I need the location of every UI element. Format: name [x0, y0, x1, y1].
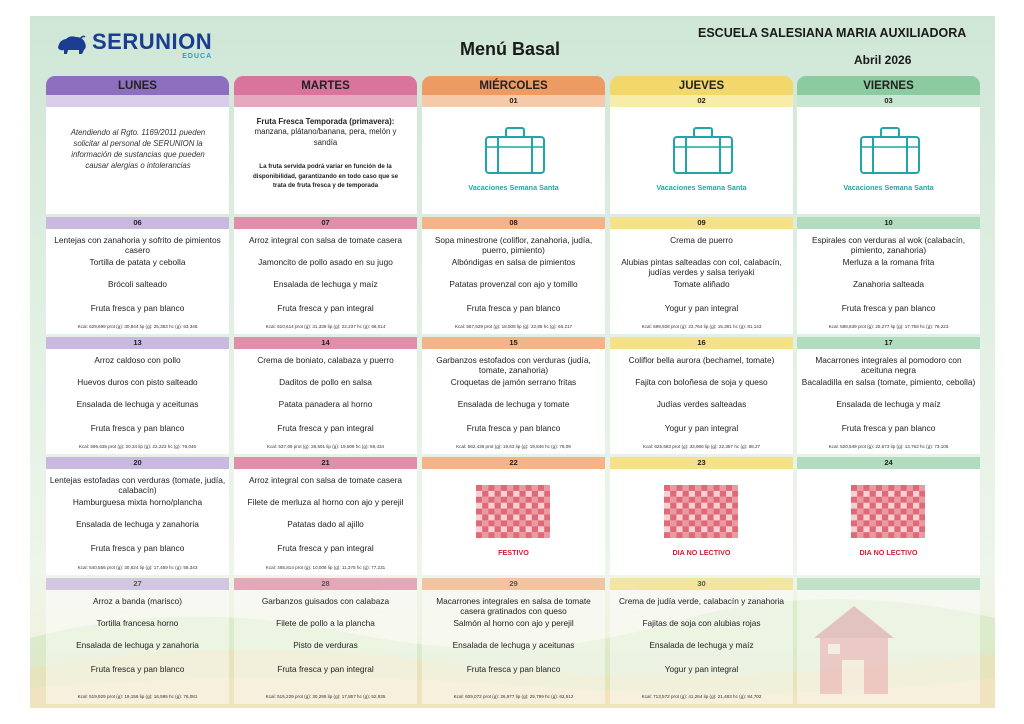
menu-dish: Zanahoria salteada [852, 279, 925, 289]
day-cell [234, 469, 417, 575]
day-cell [610, 349, 793, 454]
nutrition-info: Kcal: 629,699 prot (g): 30,844 lip (g): 25,383 hc (g): 63,346 [77, 324, 198, 329]
tablecloth-icon [664, 485, 738, 538]
nutrition-info: Kcal: 465,814 prot (g): 10,006 lip (g): 11,375 hc (g): 77,231 [265, 565, 386, 570]
day-cell [46, 469, 229, 575]
day-number: 15 [422, 337, 605, 349]
day-number: 21 [234, 457, 417, 469]
menu-dish: Fruta fresca y pan blanco [466, 664, 561, 674]
menu-dish: Albóndigas en salsa de pimientos [451, 257, 576, 267]
menu-dish: Coliflor bella aurora (bechamel, tomate) [628, 355, 775, 365]
menu-dish: Ensalada de lechuga y zanahoria [76, 640, 199, 650]
fruit-season-list: manzana, plátano/banana, pera, melón y sandía [254, 127, 397, 147]
nutrition-info: Kcal: 537,69 prot (g): 26,591 lip (g): 19,509 hc (g): 59,434 [266, 444, 385, 449]
allergen-note: Atendiendo al Rgto. 1169/2011 pueden solicitar al personal de SERUNION la información de sustancias que pueden causar alergias o intolerancias [70, 128, 206, 170]
menu-dish: Fruta fresca y pan blanco [466, 303, 561, 313]
menu-dish: Fruta fresca y pan blanco [90, 664, 185, 674]
menu-dish: Garbanzos estofados con verduras (judía, tomate, zanahoria) [436, 355, 591, 375]
day-number: 07 [234, 217, 417, 229]
holiday-label: DIA NO LECTIVO [672, 548, 731, 557]
day-cell [610, 590, 793, 704]
menu-dish: Fruta fresca y pan integral [277, 543, 374, 553]
nutrition-info: Kcal: 596,635 prot (g): 20,34 lip (g): 22,223 hc (g): 76,046 [78, 444, 197, 449]
day-cell [234, 349, 417, 454]
day-number: 22 [422, 457, 605, 469]
day-number: 30 [610, 578, 793, 590]
day-header-miercoles: MIÉRCOLES [422, 76, 605, 95]
menu-dish: Salmón al horno con ajo y perejil [453, 618, 574, 628]
menu-dish: Tortilla de patata y cebolla [89, 257, 186, 267]
day-number: 24 [797, 457, 980, 469]
menu-dish: Ensalada de lechuga y maíz [649, 640, 754, 650]
menu-dish: Arroz integral con salsa de tomate casera [248, 475, 403, 485]
day-cell [797, 107, 980, 214]
day-number: 20 [46, 457, 229, 469]
holiday-label: FESTIVO [498, 548, 529, 557]
day-cell [797, 229, 980, 334]
day-number: 17 [797, 337, 980, 349]
day-number: 02 [610, 95, 793, 107]
menu-dish: Garbanzos guisados con calabaza [261, 596, 390, 606]
day-number: 10 [797, 217, 980, 229]
day-number [46, 95, 229, 107]
menu-dish: Patata panadera al horno [278, 399, 373, 409]
day-cell [610, 469, 793, 575]
menu-dish: Pisto de verduras [293, 640, 358, 650]
menu-dish: Fruta fresca y pan blanco [90, 543, 185, 553]
day-cell [46, 349, 229, 454]
fruit-season-title: Fruta Fresca Temporada (primavera): [256, 117, 395, 126]
serunion-logo [56, 31, 212, 61]
day-number: 03 [797, 95, 980, 107]
menu-dish: Macarrones integrales en salsa de tomate casera gratinados con queso [436, 596, 591, 616]
menu-dish: Fruta fresca y pan integral [277, 423, 374, 433]
menu-dish: Fruta fresca y pan blanco [90, 303, 185, 313]
menu-dish: Arroz a banda (marisco) [93, 596, 182, 606]
nutrition-info: Kcal: 588,839 prot (g): 25,277 lip (g): 17,768 hc (g): 78,223 [828, 324, 949, 329]
menu-dish: Crema de boniato, calabaza y puerro [257, 355, 394, 365]
tablecloth-icon [476, 485, 550, 538]
day-cell [797, 469, 980, 575]
day-header-martes: MARTES [234, 76, 417, 95]
menu-dish: Crema de puerro [670, 235, 733, 245]
menu-dish: Lentejas con zanahoria y sofrito de pimientos casero [54, 235, 221, 255]
day-number: 06 [46, 217, 229, 229]
day-cell [797, 349, 980, 454]
nutrition-info: Kcal: 625,683 prot (g): 33,966 lip (g): 22,367 hc (g): 68,27 [642, 444, 761, 449]
day-cell [422, 349, 605, 454]
menu-dish: Yogur y pan integral [664, 303, 739, 313]
menu-dish: Fruta fresca y pan integral [277, 303, 374, 313]
menu-dish: Fajitas de soja con alubias rojas [642, 618, 761, 628]
day-number: 14 [234, 337, 417, 349]
nutrition-info: Kcal: 557,629 prot (g): 18,508 lip (g): 22,85 hc (g): 66,217 [454, 324, 573, 329]
day-cell [422, 229, 605, 334]
menu-dish: Filete de merluza al horno con ajo y perejil [247, 497, 404, 507]
menu-dish: Hamburguesa mixta horno/plancha [72, 497, 203, 507]
nutrition-info: Kcal: 609,072 prot (g): 26,977 lip (g): 25,799 hc (g): 62,512 [453, 694, 574, 699]
day-header-jueves: JUEVES [610, 76, 793, 95]
menu-dish: Macarrones integrales al pomodoro con aceituna negra [815, 355, 962, 375]
day-cell [422, 107, 605, 214]
suitcase-icon [859, 125, 921, 177]
menu-page [30, 16, 995, 708]
menu-dish: Ensalada de lechuga y tomate [457, 399, 570, 409]
day-cell [610, 107, 793, 214]
menu-dish: Fruta fresca y pan blanco [841, 303, 936, 313]
fruit-note: La fruta servida podrá variar en función de la disponibilidad, garantizando en todo caso que se trata de fruta fresca y de temporada [252, 163, 399, 189]
menu-dish: Lentejas estofadas con verduras (tomate, judía, calabacín) [49, 475, 226, 495]
menu-dish: Ensalada de lechuga y aceitunas [76, 399, 199, 409]
day-number: 28 [234, 578, 417, 590]
day-cell [234, 590, 417, 704]
menu-dish: Fruta fresca y pan integral [277, 664, 374, 674]
menu-dish: Croquetas de jamón serrano fritas [450, 377, 577, 387]
menu-dish: Yogur y pan integral [664, 423, 739, 433]
page-title: Menú Basal [460, 39, 561, 59]
menu-dish: Huevos duros con pisto salteado [77, 377, 198, 387]
nutrition-info: Kcal: 599,928 prot (g): 23,764 lip (g): 15,391 hc (g): 81,143 [641, 324, 762, 329]
day-cell [422, 469, 605, 575]
menu-dish: Filete de pollo a la plancha [276, 618, 375, 628]
day-cell [234, 107, 417, 214]
nutrition-info: Kcal: 610,614 prot (g): 31,338 lip (g): 22,237 hc (g): 68,014 [265, 324, 386, 329]
menu-dish: Patatas dado al ajillo [287, 519, 364, 529]
menu-dish: Fruta fresca y pan blanco [466, 423, 561, 433]
day-cell [234, 229, 417, 334]
menu-dish: Brócoli salteado [107, 279, 168, 289]
menu-dish: Tomate aliñado [673, 279, 730, 289]
day-number [797, 578, 980, 590]
day-number: 09 [610, 217, 793, 229]
day-cell [46, 229, 229, 334]
vacation-label: Vacaciones Semana Santa [656, 183, 747, 192]
menu-dish: Crema de judía verde, calabacín y zanahoria [618, 596, 785, 606]
menu-dish: Espirales con verduras al wok (calabacín, pimiento, zanahoria) [811, 235, 966, 255]
menu-dish: Arroz caldoso con pollo [94, 355, 181, 365]
nutrition-info: Kcal: 519,929 prot (g): 19,156 lip (g): 16,595 hc (g): 76,081 [77, 694, 198, 699]
day-number: 08 [422, 217, 605, 229]
nutrition-info: Kcal: 713,572 prot (g): 41,264 lip (g): 21,483 hc (g): 84,702 [641, 694, 762, 699]
day-cell [422, 590, 605, 704]
menu-dish: Arroz integral con salsa de tomate casera [248, 235, 403, 245]
menu-dish: Judías verdes salteadas [656, 399, 747, 409]
logo-name: SERUNION [92, 29, 213, 54]
menu-dish: Ensalada de lechuga y maíz [836, 399, 941, 409]
day-cell [797, 590, 980, 704]
nutrition-info: Kcal: 515,229 prot (g): 30,295 lip (g): 17,857 hc (g): 52,935 [265, 694, 386, 699]
school-name: ESCUELA SALESIANA MARIA AUXILIADORA [698, 26, 967, 40]
menu-dish: Ensalada de lechuga y aceitunas [452, 640, 575, 650]
menu-dish: Fruta fresca y pan blanco [90, 423, 185, 433]
menu-dish: Daditos de pollo en salsa [279, 377, 372, 387]
suitcase-icon [672, 125, 734, 177]
nutrition-info: Kcal: 540,556 prot (g): 30,624 lip (g): 17,459 hc (g): 58,343 [77, 565, 198, 570]
day-cell [46, 590, 229, 704]
menu-dish: Ensalada de lechuga y maíz [273, 279, 378, 289]
menu-dish: Ensalada de lechuga y zanahoria [76, 519, 199, 529]
day-number: 29 [422, 578, 605, 590]
menu-dish: Sopa minestrone (coliflor, zanahoria, judía, puerro, pimiento) [434, 235, 593, 255]
menu-dish: Tortilla francesa horno [96, 618, 179, 628]
menu-dish: Alubias pintas salteadas con col, calabacín, judías verdes y salsa teriyaki [621, 257, 782, 277]
vacation-label: Vacaciones Semana Santa [468, 183, 559, 192]
suitcase-icon [484, 125, 546, 177]
nutrition-info: Kcal: 562,436 prot (g): 19,63 lip (g): 19,846 hc (g): 78,09 [456, 444, 571, 449]
logo-sub: EDUCA [182, 53, 213, 60]
month-label: Abril 2026 [854, 53, 912, 67]
day-cell [610, 229, 793, 334]
day-header-viernes: VIERNES [797, 76, 980, 95]
day-number: 27 [46, 578, 229, 590]
day-cell [46, 107, 229, 214]
holiday-label: DIA NO LECTIVO [859, 548, 918, 557]
menu-dish: Bacaladilla en salsa (tomate, pimiento, cebolla) [801, 377, 976, 387]
menu-dish: Merluza a la romana frita [842, 257, 935, 267]
bison-icon [56, 34, 88, 56]
menu-dish: Fruta fresca y pan blanco [841, 423, 936, 433]
vacation-label: Vacaciones Semana Santa [843, 183, 934, 192]
menu-dish: Fajita con boloñesa de soja y queso [635, 377, 768, 387]
day-number: 13 [46, 337, 229, 349]
day-number [234, 95, 417, 107]
day-header-lunes: LUNES [46, 76, 229, 95]
day-number: 23 [610, 457, 793, 469]
day-number: 16 [610, 337, 793, 349]
menu-dish: Yogur y pan integral [664, 664, 739, 674]
nutrition-info: Kcal: 520,549 prot (g): 22,573 lip (g): 13,762 hc (g): 73,105 [828, 444, 949, 449]
tablecloth-icon [851, 485, 925, 538]
menu-dish: Jamoncito de pollo asado en su jugo [258, 257, 393, 267]
menu-dish: Patatas provenzal con ajo y tomillo [449, 279, 578, 289]
day-number: 01 [422, 95, 605, 107]
